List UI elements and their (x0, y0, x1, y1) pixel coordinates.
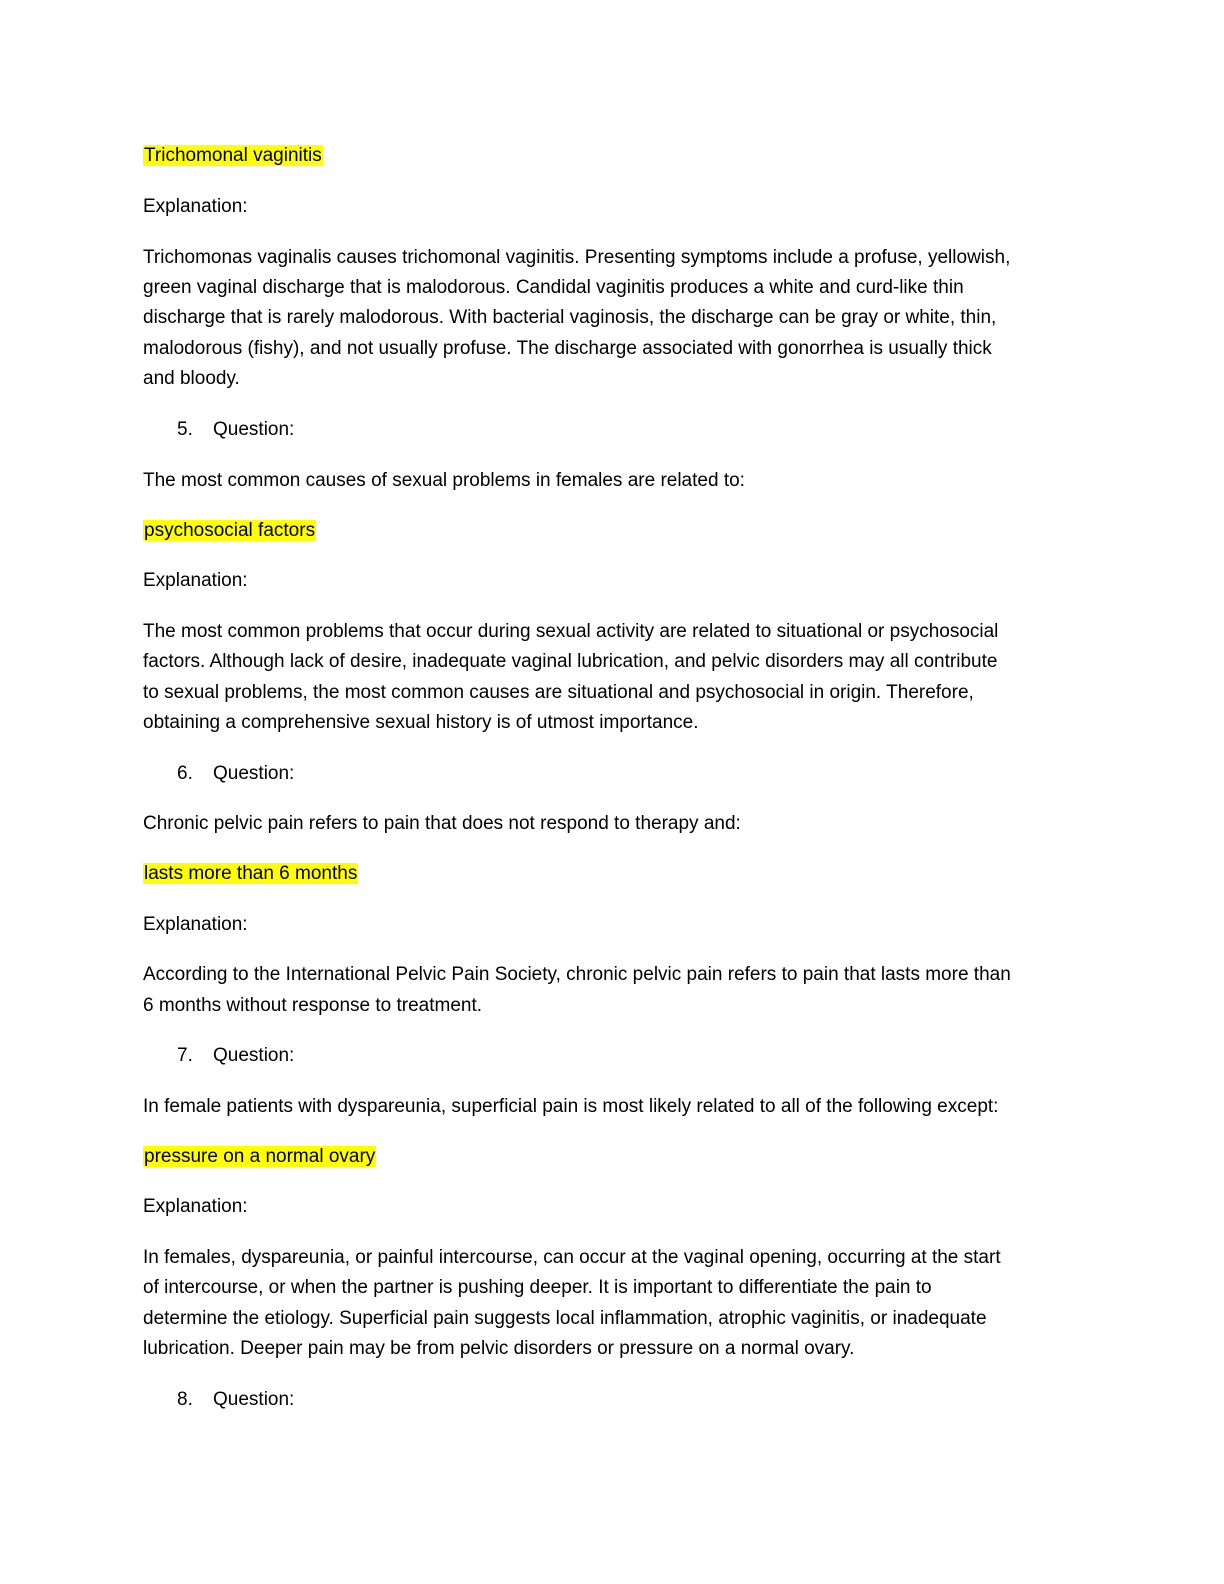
explanation-line: obtaining a comprehensive sexual history is of utmost importance. (143, 712, 699, 733)
question-label: Question: (213, 763, 295, 784)
explanation-label: Explanation: (143, 1196, 248, 1217)
question-label: Question: (213, 1045, 295, 1066)
explanation-line: factors. Although lack of desire, inadequate vaginal lubrication, and pelvic disorders may all contribute (143, 651, 998, 672)
explanation-label: Explanation: (143, 914, 248, 935)
question-number: 7. (177, 1045, 193, 1066)
explanation-label: Explanation: (143, 570, 248, 591)
question-number: 6. (177, 763, 193, 784)
answer-highlight: lasts more than 6 months (144, 863, 358, 884)
explanation-line: of intercourse, or when the partner is pushing deeper. It is important to differentiate the pain to (143, 1277, 932, 1298)
explanation-line: determine the etiology. Superficial pain suggests local inflammation, atrophic vaginitis, or inadequate (143, 1308, 987, 1329)
answer-trichomonal (143, 145, 323, 167)
question-text-7: In female patients with dyspareunia, superficial pain is most likely related to all of the following except: (143, 1096, 999, 1117)
explanation-line: green vaginal discharge that is malodorous. Candidal vaginitis produces a white and curd-like thin (143, 277, 964, 298)
question-label: Question: (213, 419, 295, 440)
explanation-line: discharge that is rarely malodorous. With bacterial vaginosis, the discharge can be gray or white, thin, (143, 307, 997, 328)
answer-6 (143, 863, 358, 885)
question-number: 5. (177, 419, 193, 440)
explanation-line: Trichomonas vaginalis causes trichomonal vaginitis. Presenting symptoms include a profuse, yellowish, (143, 247, 1011, 268)
explanation-line: and bloody. (143, 368, 240, 389)
answer-highlight: Trichomonal vaginitis (144, 145, 322, 166)
answer-highlight: psychosocial factors (144, 520, 316, 541)
question-label: Question: (213, 1389, 295, 1410)
answer-highlight: pressure on a normal ovary (144, 1146, 376, 1167)
explanation-label: Explanation: (143, 196, 248, 217)
explanation-line: to sexual problems, the most common causes are situational and psychosocial in origin. Therefore, (143, 682, 974, 703)
question-text-5: The most common causes of sexual problems in females are related to: (143, 470, 745, 491)
explanation-line: 6 months without response to treatment. (143, 995, 483, 1016)
answer-5 (143, 520, 316, 542)
explanation-line: According to the International Pelvic Pain Society, chronic pelvic pain refers to pain that lasts more than (143, 964, 1011, 985)
explanation-line: malodorous (fishy), and not usually profuse. The discharge associated with gonorrhea is usually thick (143, 338, 992, 359)
explanation-line: lubrication. Deeper pain may be from pelvic disorders or pressure on a normal ovary. (143, 1338, 855, 1359)
answer-7 (143, 1146, 376, 1168)
explanation-line: In females, dyspareunia, or painful intercourse, can occur at the vaginal opening, occurring at the start (143, 1247, 1001, 1268)
question-text-6: Chronic pelvic pain refers to pain that does not respond to therapy and: (143, 813, 741, 834)
explanation-line: The most common problems that occur during sexual activity are related to situational or psychosocial (143, 621, 999, 642)
question-number: 8. (177, 1389, 193, 1410)
